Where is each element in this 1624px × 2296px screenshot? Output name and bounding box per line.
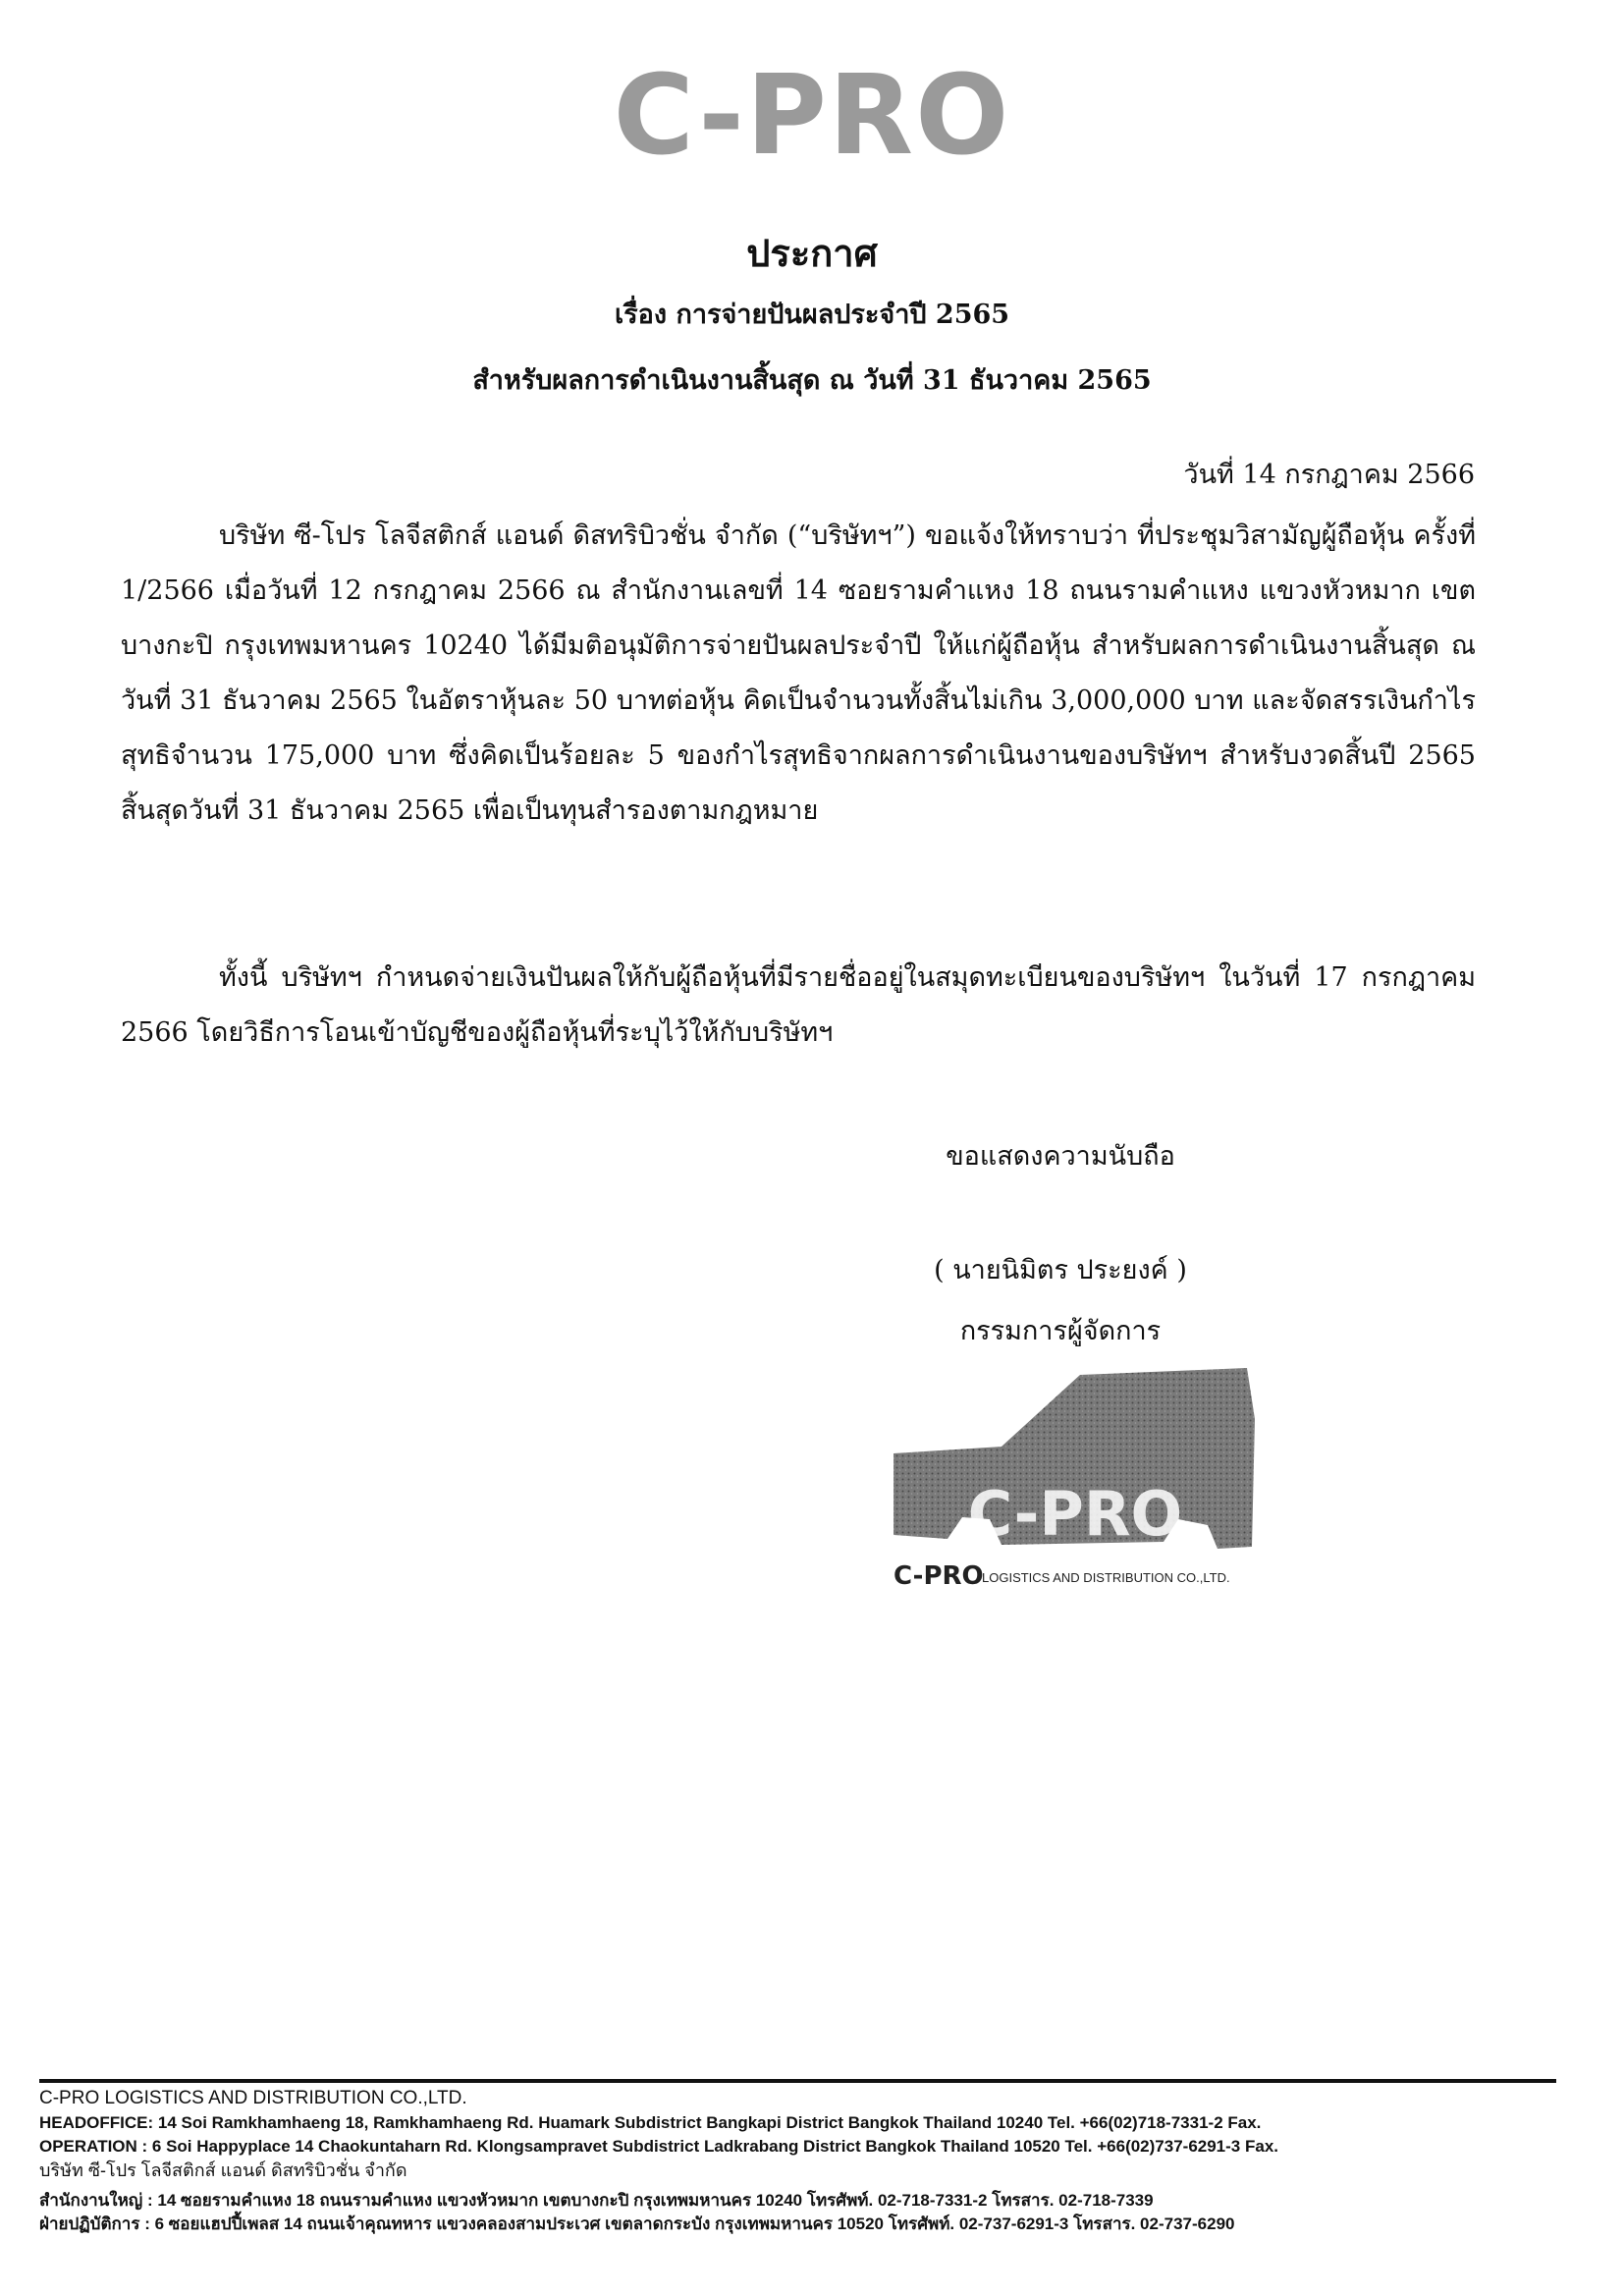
footer-divider [39,2079,1556,2083]
announcement-period: สำหรับผลการดำเนินงานสิ้นสุด ณ วันที่ 31 ธันวาคม 2565 [472,365,1152,396]
footer-headoffice-en: HEADOFFICE: 14 Soi Ramkhamhaeng 18, Ramkhamhaeng Rd. Huamark Subdistrict Bangkapi District Bangkok Thailand 10240 Tel. +66(02)718-7331-2 Fax. [39,2113,1262,2132]
company-logo: C-PRO [613,52,1011,180]
signer-position: กรรมการผู้จัดการ [959,1316,1162,1346]
stamp-caption-logo: C-PRO [893,1561,984,1591]
announcement-date: วันที่ 14 กรกฎาคม 2566 [1183,460,1475,490]
closing-salutation: ขอแสดงความนับถือ [946,1141,1175,1172]
footer-operation-th: ฝ่ายปฏิบัติการ : 6 ซอยแฮปปี้เพลส 14 ถนนเจ้าคุณทหาร แขวงคลองสามประเวศ เขตลาดกระบัง กรุงเทพมหานคร 10520 โทรศัพท์. 02-737-6291-3 โทรสาร. 02-737-6290 [39,2214,1235,2233]
footer-headoffice-th: สำนักงานใหญ่ : 14 ซอยรามคำแหง 18 ถนนรามคำแหง แขวงหัวหมาก เขตบางกะปิ กรุงเทพมหานคร 10240 โทรศัพท์. 02-718-7331-2 โทรสาร. 02-718-7339 [39,2191,1154,2210]
footer-company-en: C-PRO LOGISTICS AND DISTRIBUTION CO.,LTD. [39,2088,467,2108]
company-stamp-graphic [884,1360,1257,1596]
announcement-title: ประกาศ [746,231,878,275]
body-paragraph-1: บริษัท ซี-โปร โลจีสติกส์ แอนด์ ดิสทริบิวชั่น จำกัด (“บริษัทฯ”) ขอแจ้งให้ทราบว่า ที่ประชุมวิสามัญผู้ถือหุ้น ครั้งที่ 1/2566 เมื่อวันที่ 12 กรกฎาคม 2566 ณ สำนักงานเลขที่ 14 ซอยรามคำแหง 18 ถนนรามคำแหง แขวงหัวหมาก เขตบางกะปิ กรุงเทพมหานคร 10240 ได้มีมติอนุมัติการจ่ายปันผลประจำปี ให้แก่ผู้ถือหุ้น สำหรับผลการดำเนินงานสิ้นสุด ณ วันที่ 31 ธันวาคม 2565 ในอัตราหุ้นละ 50 บาทต่อหุ้น คิดเป็นจำนวนทั้งสิ้นไม่เกิน 3,000,000 บาท และจัดสรรเงินกำไรสุทธิจำนวน 175,000 บาท ซึ่งคิดเป็นร้อยละ 5 ของกำไรสุทธิจากผลการดำเนินงานของบริษัทฯ สำหรับงวดสิ้นปี 2565 สิ้นสุดวันที่ 31 ธันวาคม 2565 เพื่อเป็นทุนสำรองตามกฎหมาย [121,520,1476,826]
signer-name: ( นายนิมิตร ประยงค์ ) [934,1255,1187,1285]
footer-company-th: บริษัท ซี-โปร โลจีสติกส์ แอนด์ ดิสทริบิวชั่น จำกัด [39,2160,407,2180]
announcement-subject: เรื่อง การจ่ายปันผลประจำปี 2565 [614,300,1010,330]
stamp-caption: LOGISTICS AND DISTRIBUTION CO.,LTD. [982,1570,1230,1585]
body-paragraph-2: ทั้งนี้ บริษัทฯ กำหนดจ่ายเงินปันผลให้กับผู้ถือหุ้นที่มีรายชื่ออยู่ในสมุดทะเบียนของบริษัทฯ ในวันที่ 17 กรกฎาคม 2566 โดยวิธีการโอนเข้าบัญชีของผู้ถือหุ้นที่ระบุไว้ให้กับบริษัทฯ [121,962,1476,1048]
company-stamp [884,1360,1257,1596]
footer-operation-en: OPERATION : 6 Soi Happyplace 14 Chaokuntaharn Rd. Klongsampravet Subdistrict Ladkrabang District Bangkok Thailand 10520 Tel. +66(02)737-6291-3 Fax. [39,2137,1278,2156]
stamp-logo-text: C-PRO [967,1478,1183,1550]
